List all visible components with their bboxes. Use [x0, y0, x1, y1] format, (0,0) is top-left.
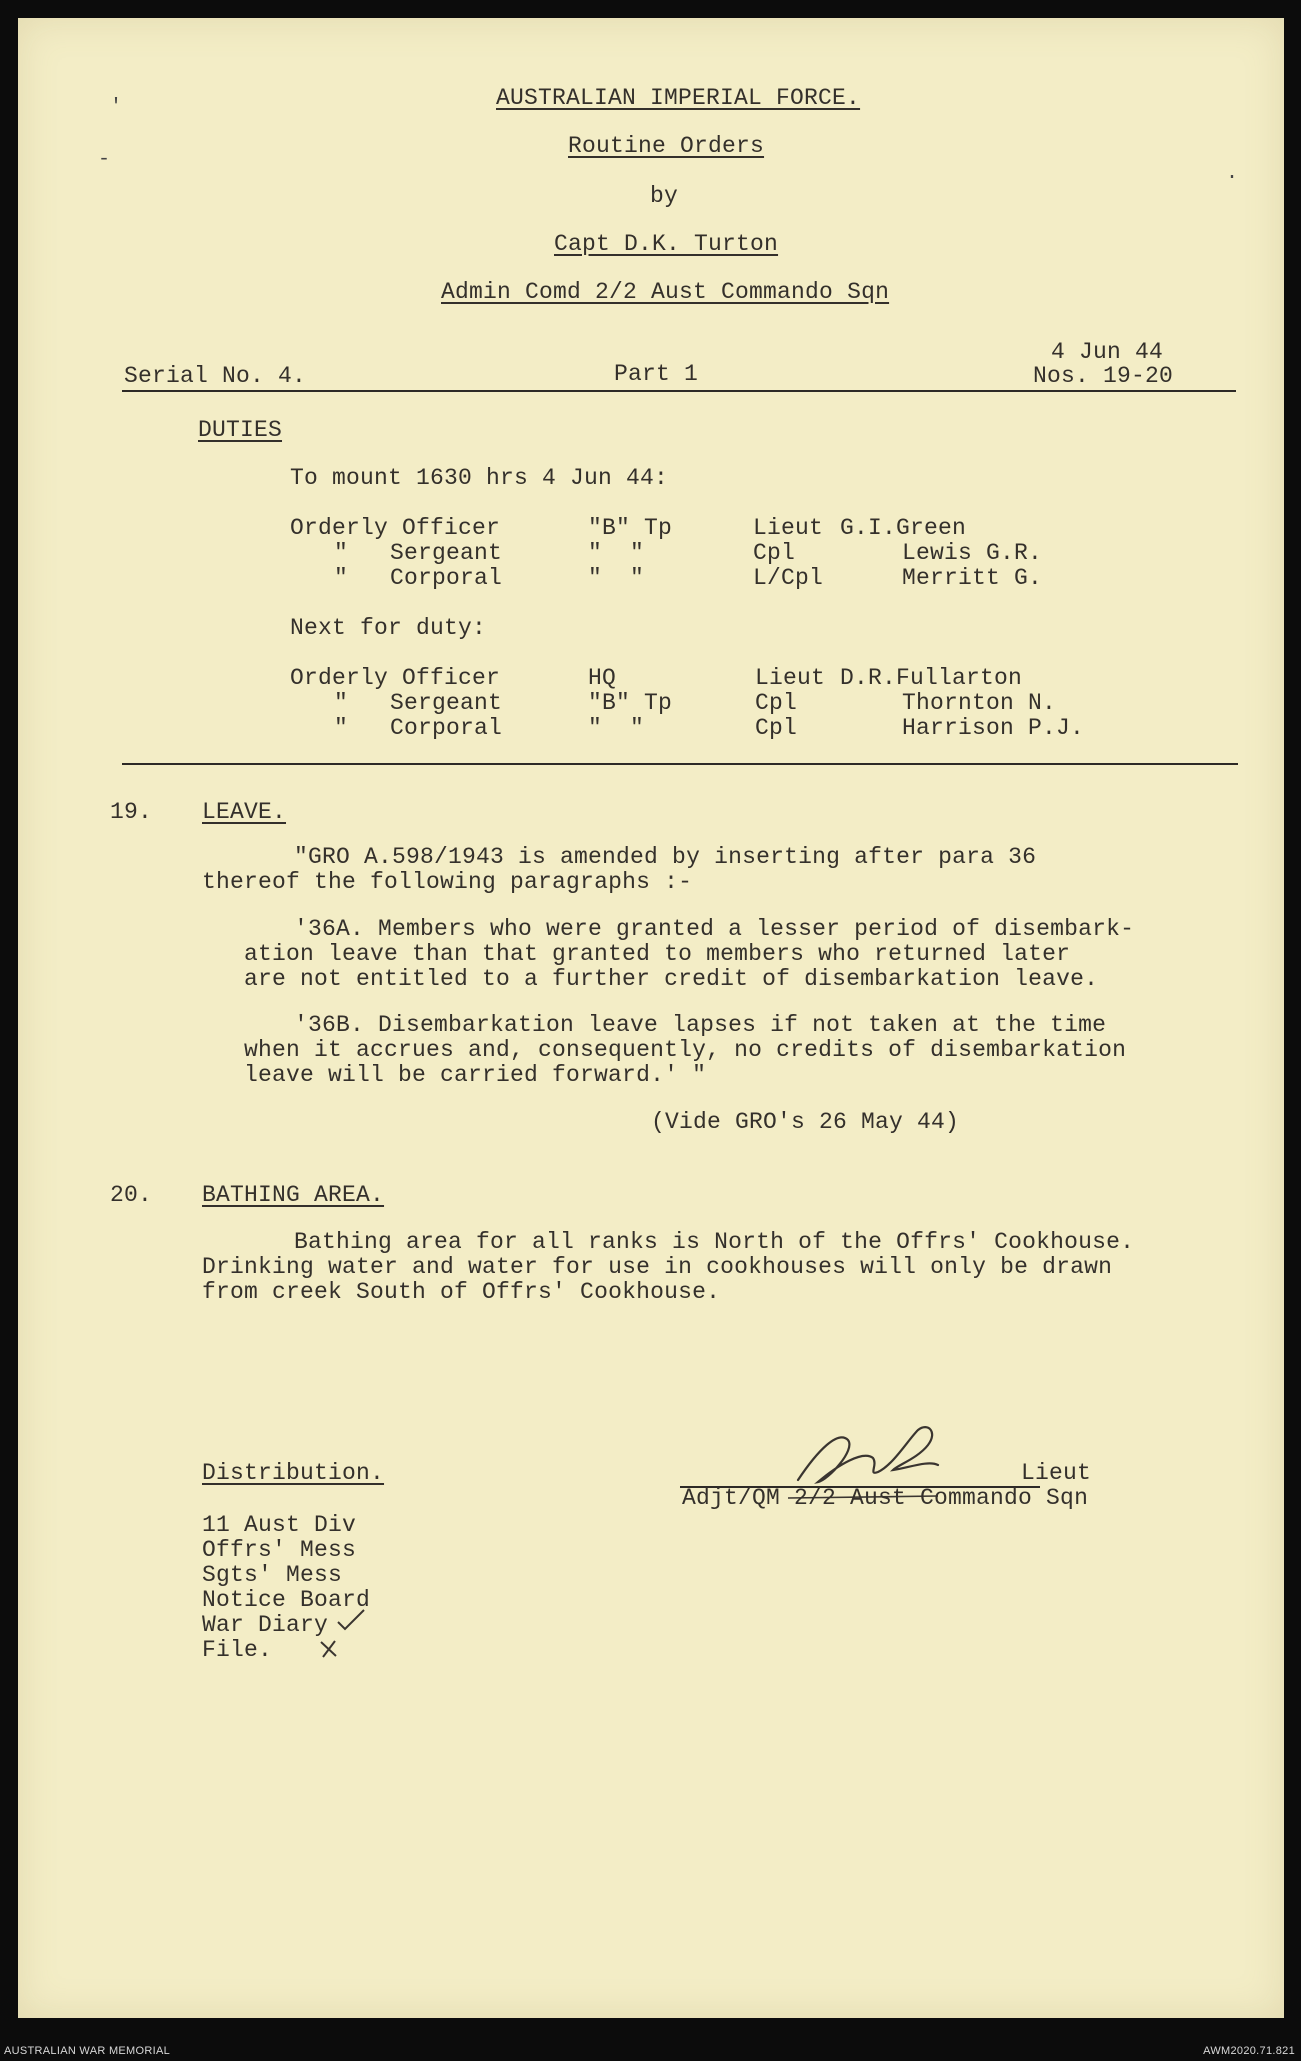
- order-20-text: from creek South of Offrs' Cookhouse.: [202, 1279, 721, 1305]
- section-rule: [122, 763, 1238, 765]
- order-19-text: when it accrues and, consequently, no credits of disembarkation: [244, 1037, 1127, 1063]
- duty-troop: HQ: [588, 665, 617, 691]
- duty-troop: "B" Tp: [588, 690, 673, 716]
- distribution-item: War Diary: [202, 1612, 329, 1638]
- duty-role: " Corporal: [334, 715, 503, 741]
- order-19-text: thereof the following paragraphs :-: [202, 869, 693, 895]
- signatory-rank: Lieut: [1021, 1460, 1092, 1486]
- order-19-text: leave will be carried forward.' ": [244, 1062, 707, 1088]
- duty-name: Thornton N.: [902, 690, 1057, 716]
- serial-number: Serial No. 4.: [124, 363, 307, 389]
- distribution-heading: Distribution.: [202, 1460, 385, 1486]
- order-19-number: 19.: [110, 799, 153, 825]
- order-20-text: Drinking water and water for use in cookhouses will only be drawn: [202, 1254, 1113, 1280]
- duty-rank: Cpl: [755, 690, 798, 716]
- margin-speck: ′: [110, 96, 123, 119]
- next-duty-line: Next for duty:: [290, 615, 487, 641]
- duty-rank: L/Cpl: [753, 565, 824, 591]
- order-20-text: Bathing area for all ranks is North of the Offrs' Cookhouse.: [294, 1229, 1135, 1255]
- distribution-item: Offrs' Mess: [202, 1537, 357, 1563]
- part-label: Part 1: [614, 361, 699, 387]
- duty-troop: " ": [588, 565, 645, 591]
- duty-role: Orderly Officer: [290, 665, 501, 691]
- order-19-heading: LEAVE.: [202, 799, 287, 825]
- footer-archive-id: AWM2020.71.821: [1203, 2045, 1295, 2057]
- order-numbers: Nos. 19-20: [1033, 363, 1174, 389]
- duty-name: Harrison P.J.: [902, 715, 1085, 741]
- duty-name: Lewis G.R.: [902, 540, 1043, 566]
- duty-troop: " ": [588, 715, 645, 741]
- tick-mark-icon: [336, 1608, 366, 1632]
- margin-speck: ·: [1226, 166, 1239, 189]
- document-title: Routine Orders: [568, 133, 765, 159]
- vide-reference: (Vide GRO's 26 May 44): [651, 1109, 960, 1135]
- order-19-text: ation leave than that granted to members who returned later: [244, 941, 1071, 967]
- duty-name: Merritt G.: [902, 565, 1043, 591]
- duty-troop: " ": [588, 540, 645, 566]
- duty-role: Orderly Officer: [290, 515, 501, 541]
- duty-role: " Sergeant: [334, 540, 503, 566]
- order-19-text: '36A. Members who were granted a lesser period of disembark-: [294, 916, 1135, 942]
- order-20-heading: BATHING AREA.: [202, 1182, 385, 1208]
- footer-archive-name: AUSTRALIAN WAR MEMORIAL: [4, 2045, 171, 2057]
- duty-rank: Lieut: [753, 515, 824, 541]
- header-rule: [122, 390, 1236, 392]
- distribution-item: Notice Board: [202, 1587, 371, 1613]
- issuing-officer: Capt D.K. Turton: [554, 231, 779, 257]
- duty-rank: Cpl: [755, 715, 798, 741]
- signatory-appointment: Adjt/QM 2/2 Aust Commando Sqn: [682, 1485, 1089, 1511]
- duty-rank: Lieut: [755, 665, 826, 691]
- distribution-item: File.: [202, 1637, 273, 1663]
- by-line: by: [650, 183, 679, 209]
- order-19-text: "GRO A.598/1943 is amended by inserting after para 36: [294, 844, 1037, 870]
- document-page: [18, 18, 1284, 2018]
- duty-troop: "B" Tp: [588, 515, 673, 541]
- duty-role: " Sergeant: [334, 690, 503, 716]
- issuing-unit: Admin Comd 2/2 Aust Commando Sqn: [441, 279, 890, 305]
- order-19-text: '36B. Disembarkation leave lapses if not taken at the time: [294, 1012, 1107, 1038]
- duty-name: D.R.Fullarton: [840, 665, 1023, 691]
- duty-name: G.I.Green: [840, 515, 967, 541]
- cross-mark-icon: [318, 1638, 342, 1660]
- force-heading: AUSTRALIAN IMPERIAL FORCE.: [496, 85, 861, 111]
- mount-line: To mount 1630 hrs 4 Jun 44:: [290, 465, 669, 491]
- order-20-number: 20.: [110, 1182, 153, 1208]
- distribution-item: Sgts' Mess: [202, 1562, 343, 1588]
- duty-role: " Corporal: [334, 565, 503, 591]
- order-19-text: are not entitled to a further credit of disembarkation leave.: [244, 966, 1099, 992]
- duties-heading: DUTIES: [198, 417, 283, 443]
- distribution-item: 11 Aust Div: [202, 1512, 357, 1538]
- order-date: 4 Jun 44: [1051, 339, 1164, 365]
- margin-speck: -: [98, 148, 111, 171]
- duty-rank: Cpl: [753, 540, 796, 566]
